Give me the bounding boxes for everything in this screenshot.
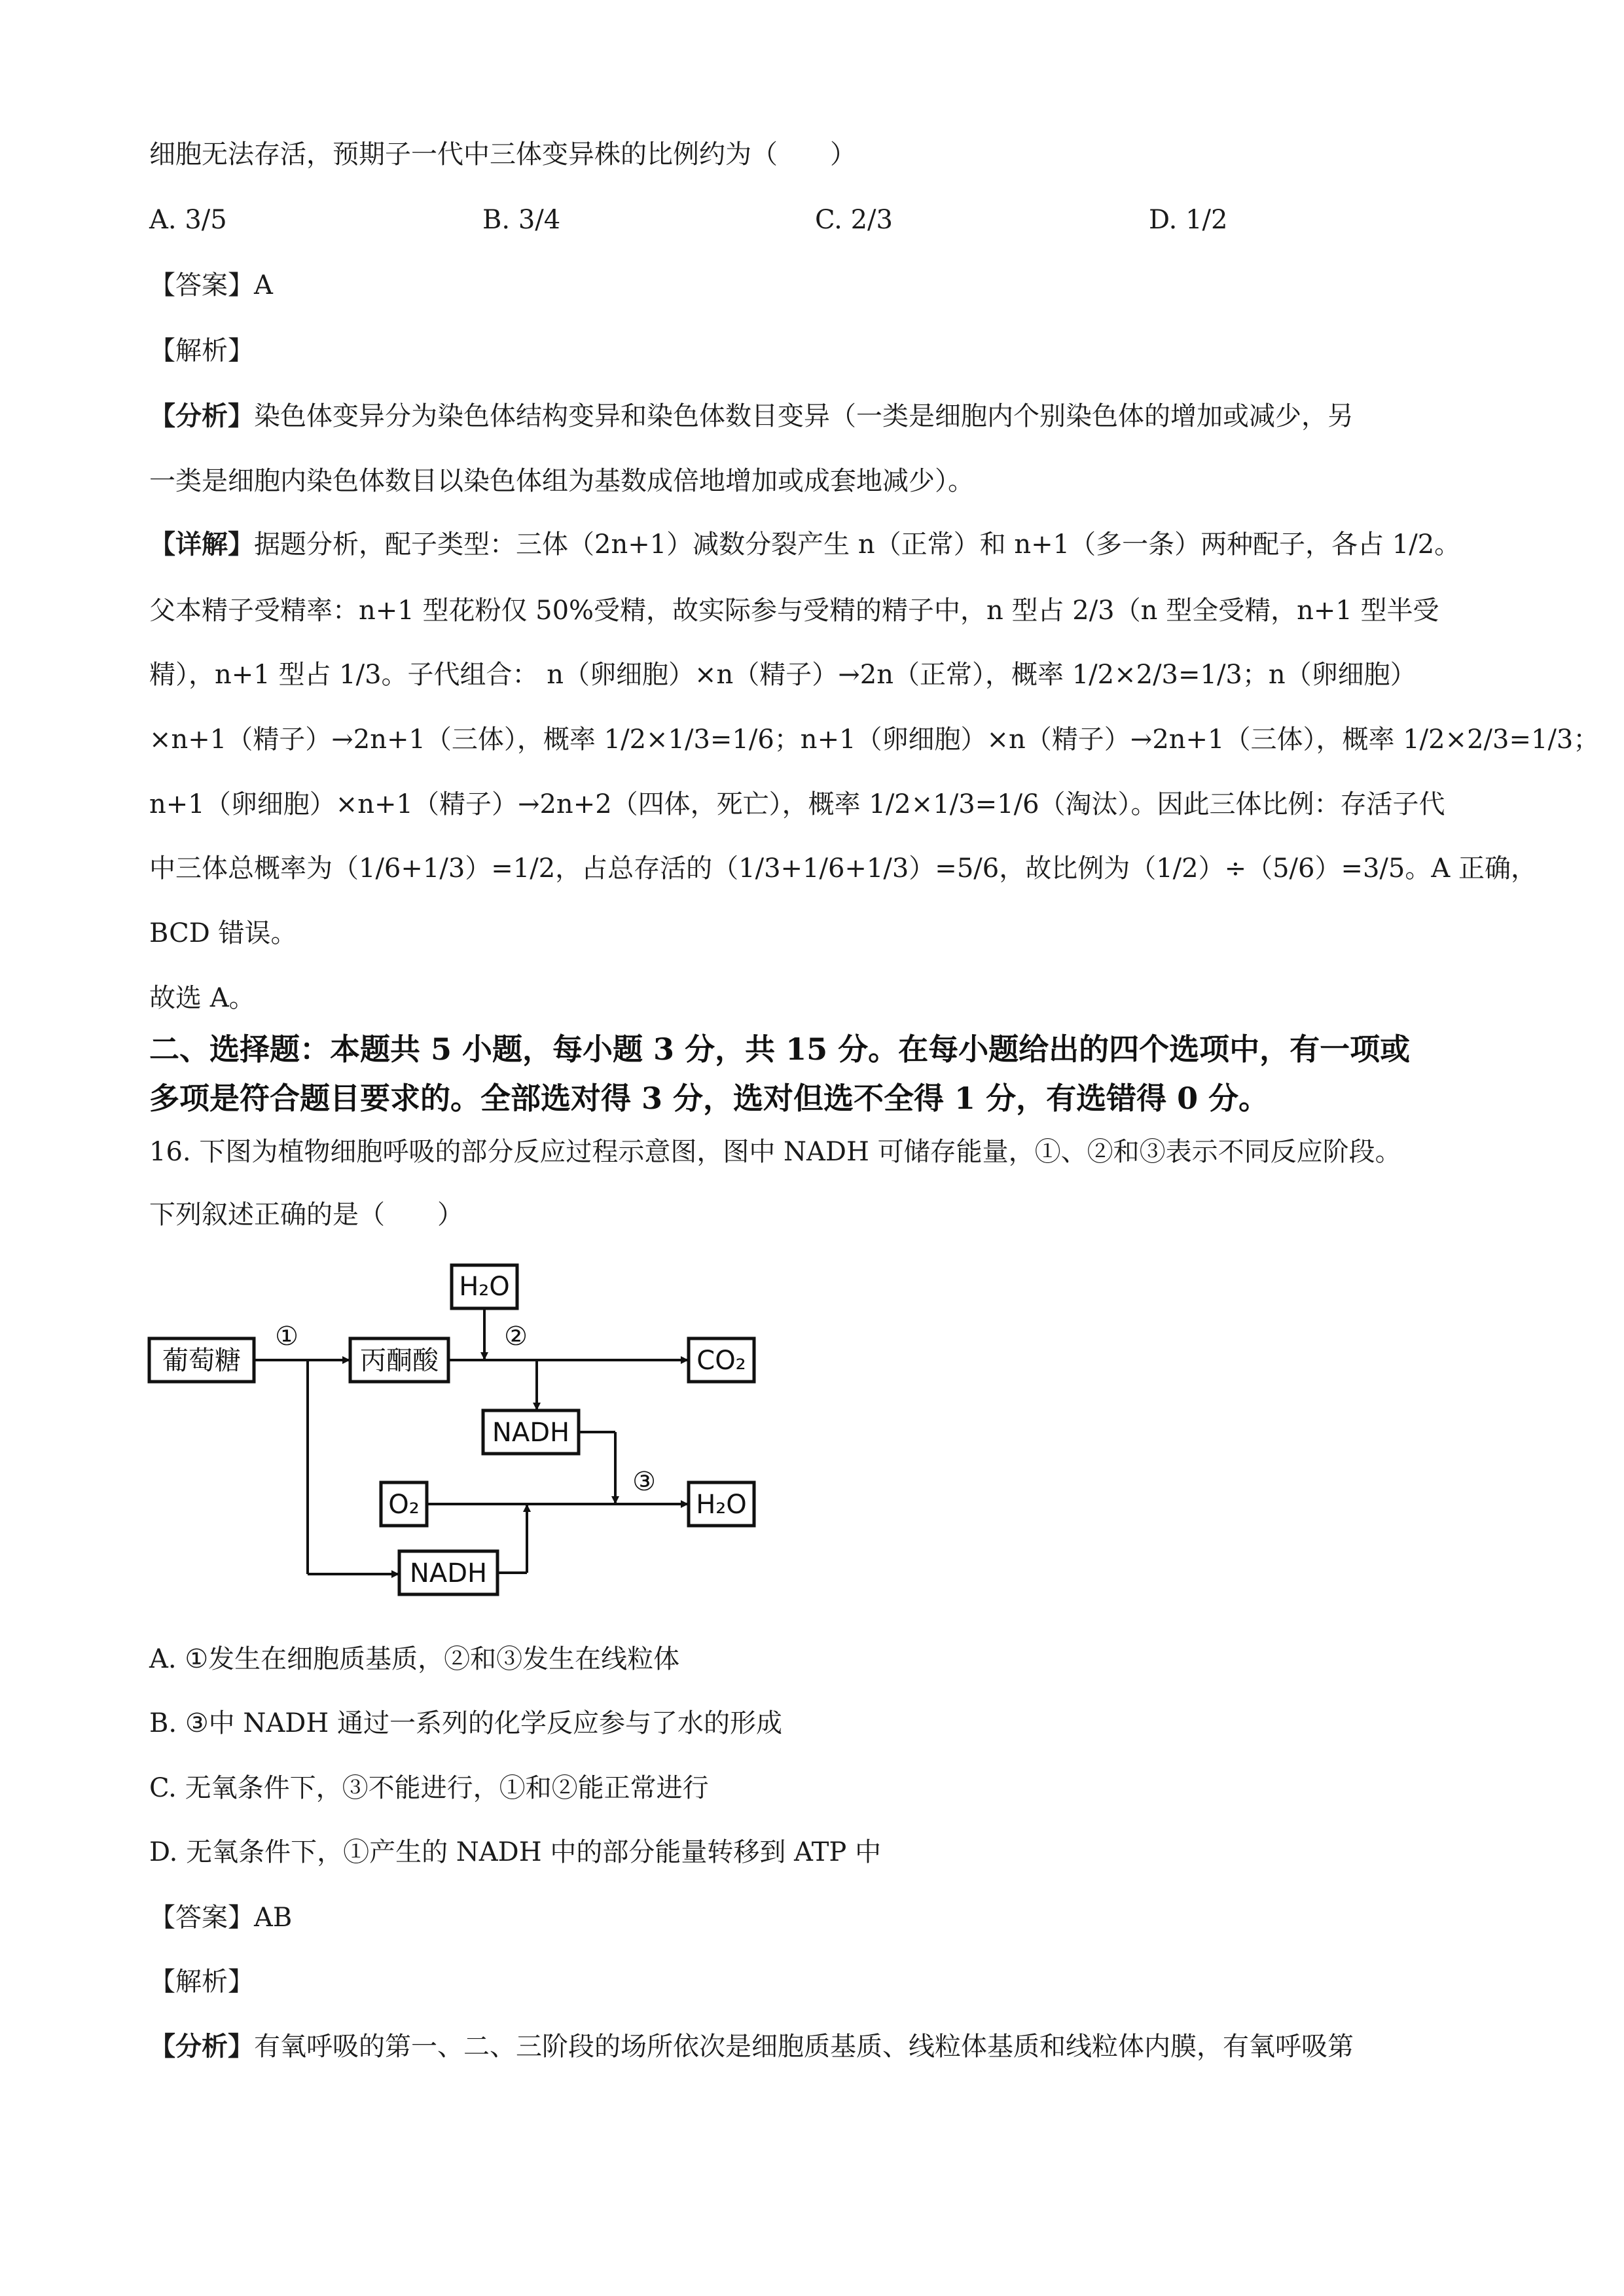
pyruvate-label: 丙酮酸	[360, 1346, 439, 1376]
co2-label: CO₂	[696, 1346, 746, 1376]
xiangjie-text: 据题分析，配子类型：三体（2n+1）减数分裂产生 n（正常）和 n+1（多一条）两种配子，各占 1/2。	[254, 529, 1461, 560]
prev-xiangjie-line-4: ×n+1（精子）→2n+1（三体），概率 1/2×1/3=1/6；n+1（卵细胞）×n（精子）→2n+1（三体），概率 1/2×2/3=1/3；	[149, 725, 1600, 755]
xiangjie-label: 【详解】	[149, 529, 254, 560]
water-in-label: H₂O	[459, 1272, 510, 1302]
stage-1-marker: ①	[275, 1321, 298, 1352]
prev-option-a: A. 3/5	[149, 205, 227, 235]
answer-label: 【答案】	[149, 270, 254, 300]
o2-label: O₂	[388, 1490, 420, 1520]
prev-fenxi-line-2: 一类是细胞内染色体数目以染色体组为基数成倍地增加或成套地减少）。	[149, 466, 974, 496]
q16-option-d: D. 无氧条件下，①产生的 NADH 中的部分能量转移到 ATP 中	[149, 1837, 882, 1867]
answer-value: AB	[254, 1903, 293, 1933]
prev-xiangjie-line-1	[149, 531, 1460, 558]
prev-jiexi-label: 【解析】	[149, 336, 254, 366]
q16-option-b: B. ③中 NADH 通过一系列的化学反应参与了水的形成	[149, 1708, 782, 1738]
q16-option-a: A. ①发生在细胞质基质，②和③发生在线粒体	[149, 1644, 680, 1674]
q16-answer	[149, 1905, 292, 1931]
fenxi-label: 【分析】	[149, 2031, 254, 2062]
prev-option-d: D. 1/2	[1149, 205, 1228, 235]
prev-xiangjie-line-5: n+1（卵细胞）×n+1（精子）→2n+2（四体，死亡），概率 1/2×1/3=1/6（淘汰）。因此三体比例：存活子代	[149, 789, 1445, 819]
prev-question-stem-tail: 细胞无法存活，预期子一代中三体变异株的比例约为（ ）	[149, 139, 856, 170]
answer-value: A	[254, 270, 273, 300]
q16-jiexi-label: 【解析】	[149, 1967, 254, 1997]
q16-fenxi-line-1	[149, 2031, 1354, 2062]
glucose-label: 葡萄糖	[162, 1346, 241, 1376]
q16-option-c: C. 无氧条件下，③不能进行，①和②能正常进行	[149, 1773, 709, 1803]
answer-label: 【答案】	[149, 1903, 254, 1933]
prev-conclusion: 故选 A。	[149, 983, 255, 1013]
fenxi-text: 有氧呼吸的第一、二、三阶段的场所依次是细胞质基质、线粒体基质和线粒体内膜，有氧呼吸第	[254, 2032, 1354, 2062]
nadh-top-label: NADH	[492, 1418, 570, 1448]
stage-2-marker: ②	[504, 1321, 528, 1352]
stage-3-marker: ③	[632, 1467, 656, 1497]
prev-xiangjie-line-3: 精），n+1 型占 1/3。子代组合： n（卵细胞）×n（精子）→2n（正常），概率 1/2×2/3=1/3；n（卵细胞）	[149, 660, 1416, 690]
fenxi-label: 【分析】	[149, 401, 254, 431]
prev-xiangjie-line-7: BCD 错误。	[149, 918, 297, 948]
section-heading-line-2: 多项是符合题目要求的。全部选对得 3 分，选对但选不全得 1 分，有选错得 0 分。	[149, 1081, 1269, 1116]
section-heading-line-1: 二、选择题：本题共 5 小题，每小题 3 分，共 15 分。在每小题给出的四个选项中，有一项或	[149, 1031, 1411, 1067]
water-out-label: H₂O	[696, 1490, 747, 1520]
q16-stem-line-2: 下列叙述正确的是（ ）	[149, 1200, 463, 1230]
prev-fenxi-line-1	[149, 403, 1354, 429]
q16-stem-line-1: 16. 下图为植物细胞呼吸的部分反应过程示意图，图中 NADH 可储存能量，①、②和③表示不同反应阶段。	[149, 1137, 1401, 1167]
fenxi-text: 染色体变异分为染色体结构变异和染色体数目变异（一类是细胞内个别染色体的增加或减少，另	[254, 401, 1354, 431]
prev-xiangjie-line-2: 父本精子受精率：n+1 型花粉仅 50%受精，故实际参与受精的精子中，n 型占 2/3（n 型全受精，n+1 型半受	[149, 596, 1439, 626]
nadh-bottom-label: NADH	[409, 1558, 488, 1588]
prev-option-c: C. 2/3	[815, 205, 893, 235]
respiration-diagram	[144, 1247, 772, 1613]
prev-option-b: B. 3/4	[482, 205, 561, 235]
prev-xiangjie-line-6: 中三体总概率为（1/6+1/3）=1/2，占总存活的（1/3+1/6+1/3）=5/6，故比例为（1/2）÷（5/6）=3/5。A 正确，	[149, 853, 1537, 884]
prev-answer	[149, 272, 273, 298]
